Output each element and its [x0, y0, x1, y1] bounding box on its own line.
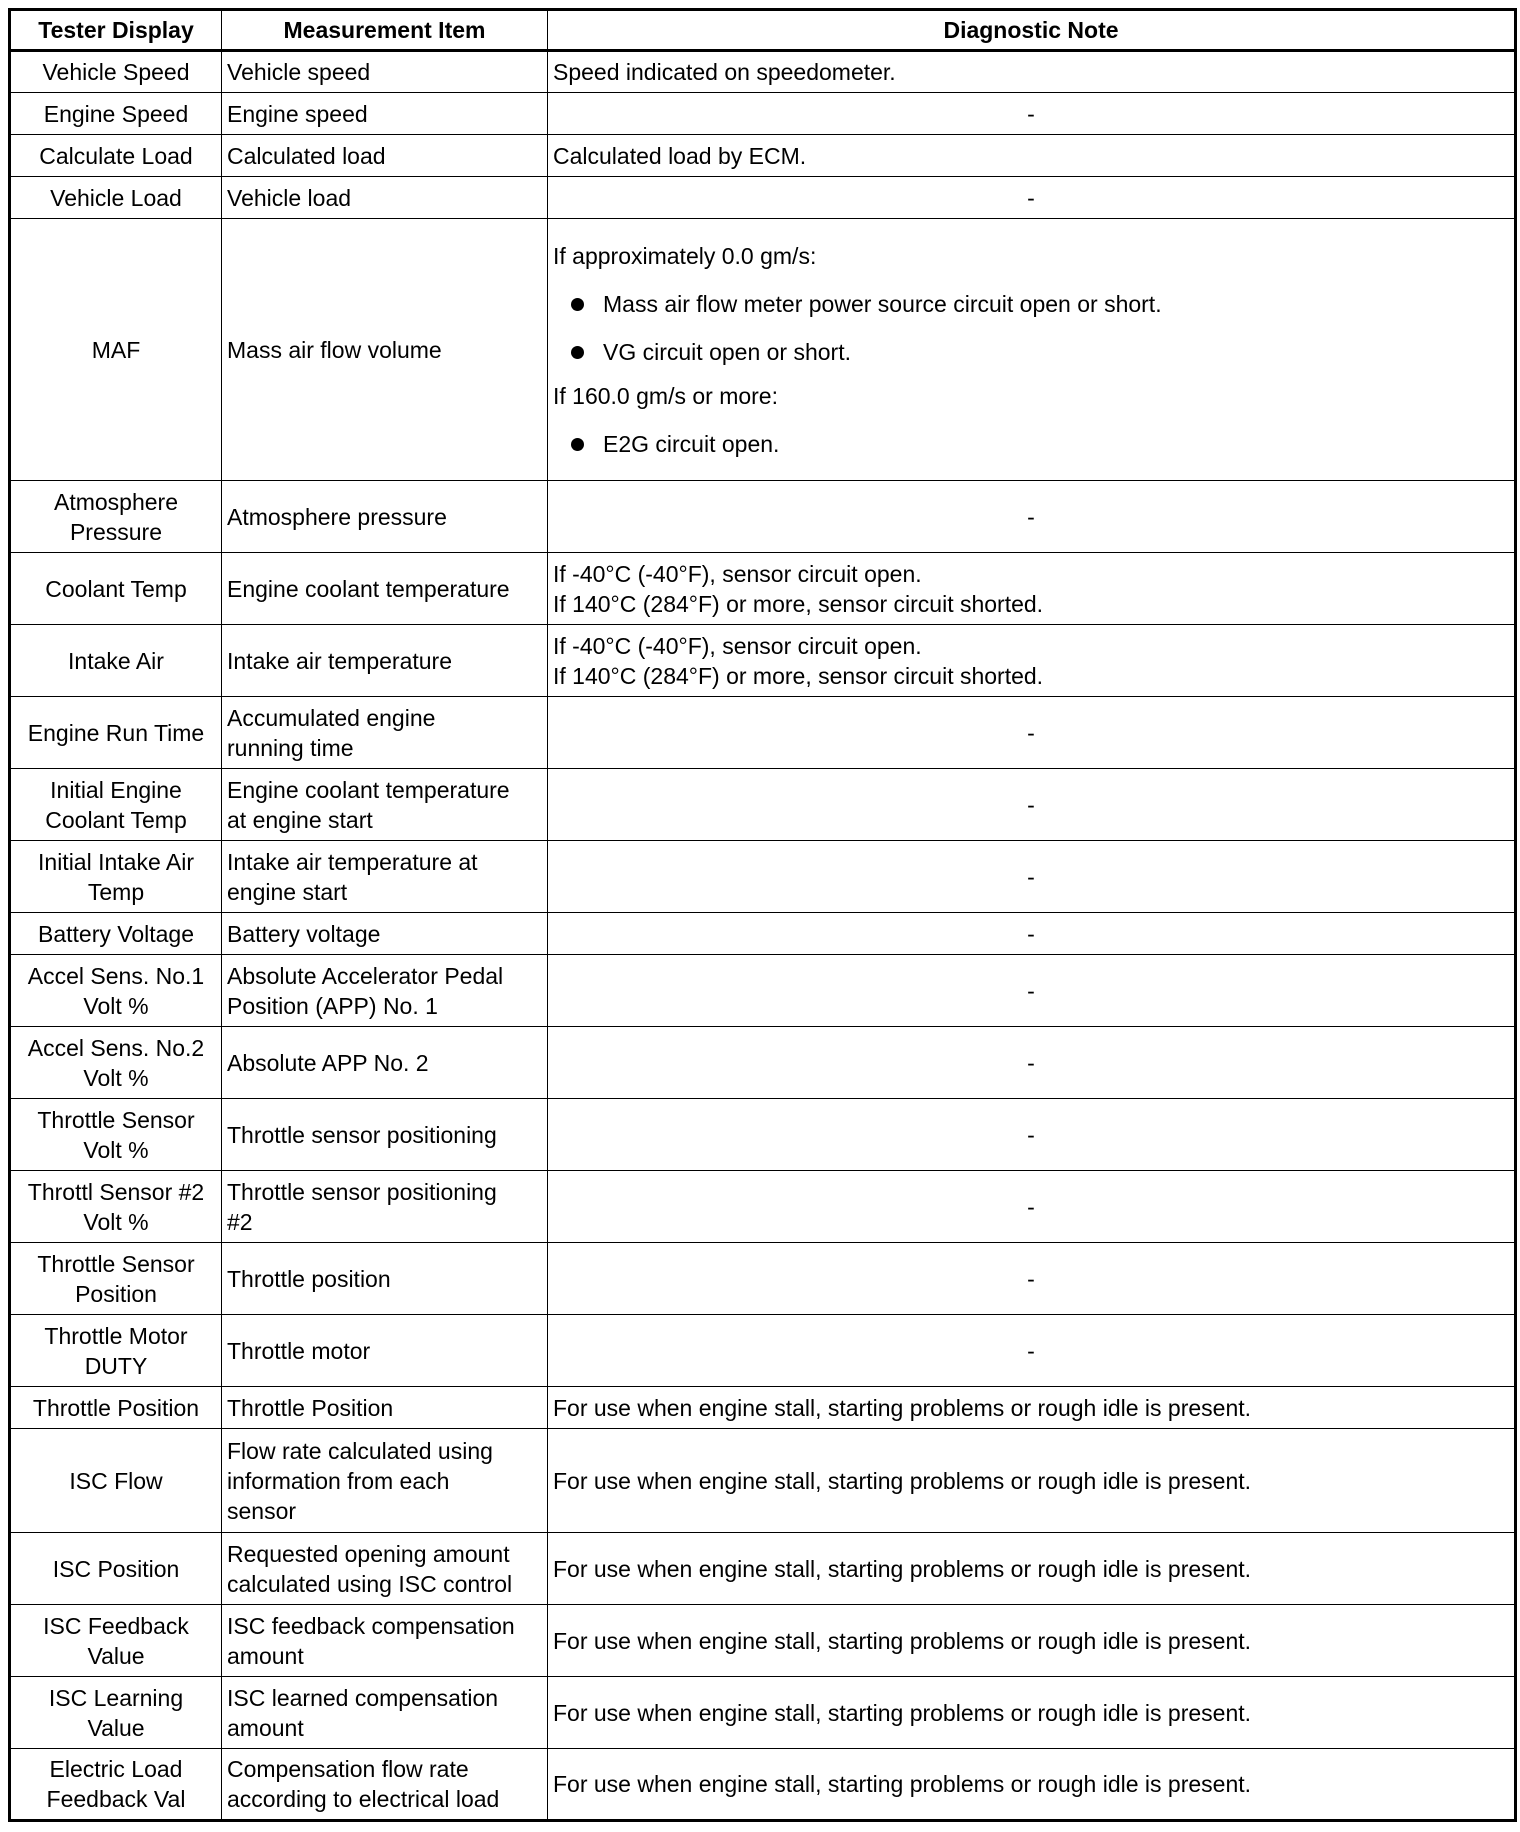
list-item — [553, 289, 1509, 319]
diagnostic-note-cell — [548, 1387, 1516, 1429]
measurement-item-text: at engine start — [227, 806, 373, 833]
tester-display-text: Engine Speed — [43, 100, 189, 127]
table-row — [10, 769, 1516, 841]
note-dash: - — [1027, 1049, 1035, 1076]
measurement-item-text: Absolute Accelerator Pedal — [227, 962, 504, 989]
bullet-dot-icon — [571, 346, 584, 359]
measurement-item-text: Atmosphere pressure — [227, 503, 447, 530]
tester-display-text: Value — [87, 1642, 145, 1669]
tester-display-text: Volt % — [83, 1208, 149, 1235]
measurement-item-text: Throttle sensor positioning — [227, 1178, 497, 1205]
measurement-item-text: Accumulated engine — [227, 704, 436, 731]
measurement-item-text: Battery voltage — [227, 920, 381, 947]
note-dash: - — [1027, 1193, 1035, 1220]
diagnostic-note-text: For use when engine stall, starting problems or rough idle is present. — [553, 1627, 1252, 1654]
diagnostic-note-cell — [548, 93, 1516, 135]
note-dash: - — [1027, 100, 1035, 127]
table-row — [10, 1171, 1516, 1243]
diagnostic-note-cell — [548, 769, 1516, 841]
diagnostic-note-text: Speed indicated on speedometer. — [553, 59, 896, 85]
diagnostic-note-cell — [548, 697, 1516, 769]
measurement-item-text: Vehicle load — [227, 184, 352, 211]
measurement-item-cell — [222, 1387, 548, 1429]
tester-display-cell — [10, 135, 222, 177]
measurement-item-cell — [222, 841, 548, 913]
measurement-item-text: #2 — [227, 1208, 253, 1235]
table-row — [10, 1315, 1516, 1387]
note-dash: - — [1027, 184, 1035, 211]
tester-display-cell — [10, 1429, 222, 1533]
diagnostic-note-cell — [548, 1533, 1516, 1605]
note-bullet-list — [553, 289, 1509, 367]
diagnostic-note-text: For use when engine stall, starting problems or rough idle is present. — [553, 1467, 1252, 1494]
note-dash: - — [1027, 920, 1035, 947]
note-bullet-list — [553, 429, 1509, 459]
tester-display-cell — [10, 1605, 222, 1677]
tester-display-text: Engine Run Time — [27, 719, 205, 746]
measurement-item-text: Position (APP) No. 1 — [227, 992, 438, 1019]
tester-display-cell — [10, 841, 222, 913]
note-dash: - — [1027, 1121, 1035, 1148]
table-row — [10, 1099, 1516, 1171]
tester-display-text: ISC Flow — [69, 1467, 163, 1494]
table-row — [10, 219, 1516, 481]
table-row — [10, 1429, 1516, 1533]
tester-display-text: Volt % — [83, 992, 149, 1019]
table-row — [10, 481, 1516, 553]
diagnostic-note-cell — [548, 219, 1516, 481]
measurement-item-text: Throttle sensor positioning — [227, 1121, 497, 1148]
note-dash: - — [1027, 791, 1035, 818]
diagnostic-note-cell — [548, 135, 1516, 177]
note-bullet-text: Mass air flow meter power source circuit open or short. — [603, 290, 1162, 317]
measurement-item-text: Engine coolant temperature — [227, 776, 510, 803]
tester-display-cell — [10, 1027, 222, 1099]
diagnostic-note-cell — [548, 481, 1516, 553]
tester-display-text: DUTY — [84, 1352, 148, 1379]
tester-display-cell — [10, 51, 222, 93]
measurement-item-text: amount — [227, 1642, 304, 1669]
tester-display-text: ISC Feedback — [43, 1612, 189, 1639]
tester-display-cell — [10, 177, 222, 219]
measurement-item-text: ISC learned compensation — [227, 1684, 499, 1711]
measurement-item-text: calculated using ISC control — [227, 1570, 513, 1597]
tester-display-text: Coolant Temp — [45, 806, 187, 833]
measurement-item-cell — [222, 135, 548, 177]
bullet-dot-icon — [571, 438, 584, 451]
table-row — [10, 1243, 1516, 1315]
tester-display-text: Throttle Sensor — [37, 1250, 195, 1277]
table-row — [10, 697, 1516, 769]
diagnostic-note-cell — [548, 51, 1516, 93]
list-item — [553, 337, 1509, 367]
measurement-item-cell — [222, 625, 548, 697]
diagnostic-note-cell — [548, 1749, 1516, 1821]
measurement-item-cell — [222, 51, 548, 93]
tester-display-text: Initial Intake Air — [38, 848, 194, 875]
measurement-item-cell — [222, 1171, 548, 1243]
diagnostic-note-cell — [548, 1429, 1516, 1533]
measurement-item-text: Requested opening amount — [227, 1540, 510, 1567]
header-tester-display: Tester Display — [10, 10, 222, 51]
diagnostic-note-text: Calculated load by ECM. — [553, 142, 807, 169]
measurement-item-cell — [222, 1099, 548, 1171]
tester-display-cell — [10, 1243, 222, 1315]
diagnostic-note-cell — [548, 1099, 1516, 1171]
tester-display-text: Atmosphere — [53, 488, 178, 515]
table-row — [10, 1027, 1516, 1099]
table-row — [10, 1533, 1516, 1605]
table-row — [10, 135, 1516, 177]
note-dash: - — [1027, 503, 1035, 530]
diagnostic-note-cell — [548, 1315, 1516, 1387]
diagnostic-data-table — [8, 8, 1517, 1822]
tester-display-text: ISC Position — [52, 1555, 180, 1582]
table-row — [10, 51, 1516, 93]
diagnostic-note-cell — [548, 1027, 1516, 1099]
diagnostic-note-text: If -40°C (-40°F), sensor circuit open. — [553, 632, 922, 659]
tester-display-cell — [10, 625, 222, 697]
measurement-item-text: Intake air temperature — [227, 647, 453, 674]
tester-display-text: ISC Learning — [48, 1684, 184, 1711]
table-row — [10, 1677, 1516, 1749]
note-intro: If 160.0 gm/s or more: — [553, 382, 778, 409]
measurement-item-text: Engine speed — [227, 100, 368, 127]
measurement-item-text: running time — [227, 734, 354, 761]
diagnostic-note-cell — [548, 1243, 1516, 1315]
measurement-item-cell — [222, 1243, 548, 1315]
measurement-item-text: Engine coolant temperature — [227, 575, 510, 602]
tester-display-text: Vehicle Load — [50, 184, 182, 211]
measurement-item-text: information from each — [227, 1467, 450, 1494]
measurement-item-text: ISC feedback compensation — [227, 1612, 515, 1639]
tester-display-cell — [10, 1315, 222, 1387]
note-dash: - — [1027, 1337, 1035, 1364]
tester-display-text: Initial Engine — [50, 776, 182, 803]
tester-display-cell — [10, 697, 222, 769]
tester-display-cell — [10, 1533, 222, 1605]
measurement-item-cell — [222, 1677, 548, 1749]
measurement-item-cell — [222, 481, 548, 553]
tester-display-text: Feedback Val — [46, 1786, 186, 1812]
measurement-item-cell — [222, 553, 548, 625]
tester-display-cell — [10, 93, 222, 135]
tester-display-text: Volt % — [83, 1064, 149, 1091]
table-row — [10, 93, 1516, 135]
measurement-item-cell — [222, 1027, 548, 1099]
measurement-item-cell — [222, 219, 548, 481]
tester-display-cell — [10, 1749, 222, 1821]
measurement-item-text: Calculated load — [227, 142, 386, 169]
measurement-item-cell — [222, 697, 548, 769]
table-row — [10, 177, 1516, 219]
diagnostic-note-text: If 140°C (284°F) or more, sensor circuit shorted. — [553, 662, 1044, 689]
measurement-item-text: Throttle motor — [227, 1337, 371, 1364]
table-row — [10, 913, 1516, 955]
tester-display-text: Calculate Load — [39, 142, 193, 169]
measurement-item-text: Vehicle speed — [227, 59, 371, 85]
diagnostic-note-cell — [548, 553, 1516, 625]
measurement-item-text: Flow rate calculated using — [227, 1437, 493, 1464]
tester-display-cell — [10, 1387, 222, 1429]
tester-display-text: Electric Load — [49, 1756, 183, 1782]
note-intro: If approximately 0.0 gm/s: — [553, 242, 817, 269]
diagnostic-note-cell — [548, 955, 1516, 1027]
measurement-item-text: amount — [227, 1714, 304, 1741]
diagnostic-note-text: For use when engine stall, starting problems or rough idle is present. — [553, 1394, 1252, 1421]
table-header-row — [10, 10, 1516, 51]
tester-display-text: Intake Air — [68, 647, 164, 674]
tester-display-text: Position — [75, 1280, 157, 1307]
header-diagnostic-note: Diagnostic Note — [548, 10, 1516, 51]
diagnostic-note-cell — [548, 1605, 1516, 1677]
tester-display-text: Pressure — [69, 518, 163, 545]
diagnostic-note-text: If -40°C (-40°F), sensor circuit open. — [553, 560, 922, 587]
table-row — [10, 625, 1516, 697]
measurement-item-text: Intake air temperature at — [227, 848, 478, 875]
measurement-item-text: Absolute APP No. 2 — [227, 1049, 429, 1076]
tester-display-cell — [10, 219, 222, 481]
measurement-item-cell — [222, 1533, 548, 1605]
measurement-item-text: engine start — [227, 878, 348, 905]
tester-display-text: Volt % — [83, 1136, 149, 1163]
tester-display-text: Coolant Temp — [45, 575, 187, 602]
tester-display-cell — [10, 1099, 222, 1171]
tester-display-text: Accel Sens. No.2 — [27, 1034, 205, 1061]
note-dash: - — [1027, 719, 1035, 746]
measurement-item-cell — [222, 1429, 548, 1533]
tester-display-cell — [10, 1171, 222, 1243]
measurement-item-cell — [222, 769, 548, 841]
note-bullet-text: E2G circuit open. — [603, 430, 780, 457]
measurement-item-text: Throttle Position — [227, 1394, 394, 1421]
note-dash: - — [1027, 1265, 1035, 1292]
diagnostic-note-text: For use when engine stall, starting problems or rough idle is present. — [553, 1699, 1252, 1726]
table-row — [10, 1749, 1516, 1821]
tester-display-cell — [10, 1677, 222, 1749]
measurement-item-cell — [222, 93, 548, 135]
diagnostic-note-cell — [548, 913, 1516, 955]
note-dash: - — [1027, 977, 1035, 1004]
tester-display-text: Throttle Position — [32, 1394, 200, 1421]
tester-display-cell — [10, 955, 222, 1027]
diagnostic-note-cell — [548, 625, 1516, 697]
diagnostic-note-text: For use when engine stall, starting problems or rough idle is present. — [553, 1771, 1252, 1797]
tester-display-cell — [10, 553, 222, 625]
measurement-item-text: Mass air flow volume — [227, 336, 442, 363]
note-bullet-text: VG circuit open or short. — [603, 338, 851, 365]
tester-display-text: Throttl Sensor #2 — [27, 1178, 205, 1205]
measurement-item-cell — [222, 955, 548, 1027]
bullet-dot-icon — [571, 298, 584, 311]
tester-display-text: MAF — [91, 336, 141, 363]
measurement-item-text: Throttle position — [227, 1265, 391, 1292]
tester-display-text: Value — [87, 1714, 145, 1741]
tester-display-text: Accel Sens. No.1 — [27, 962, 205, 989]
tester-display-text: Temp — [87, 878, 145, 905]
table-row — [10, 955, 1516, 1027]
tester-display-text: Throttle Motor — [44, 1322, 188, 1349]
table-row — [10, 1387, 1516, 1429]
tester-display-text: Battery Voltage — [38, 920, 194, 947]
measurement-item-text: sensor — [227, 1497, 297, 1524]
list-item — [553, 429, 1509, 459]
table-body — [10, 51, 1516, 1821]
table-row — [10, 841, 1516, 913]
header-measurement-item: Measurement Item — [222, 10, 548, 51]
diagnostic-note-text: For use when engine stall, starting problems or rough idle is present. — [553, 1555, 1252, 1582]
table-row — [10, 1605, 1516, 1677]
tester-display-text: Vehicle Speed — [42, 59, 190, 85]
diagnostic-note-text: If 140°C (284°F) or more, sensor circuit shorted. — [553, 590, 1044, 617]
measurement-item-text: Compensation flow rate — [227, 1756, 469, 1782]
note-dash: - — [1027, 863, 1035, 890]
measurement-item-cell — [222, 1749, 548, 1821]
measurement-item-cell — [222, 177, 548, 219]
tester-display-cell — [10, 769, 222, 841]
diagnostic-note-cell — [548, 1171, 1516, 1243]
tester-display-cell — [10, 481, 222, 553]
measurement-item-text: according to electrical load — [227, 1786, 500, 1812]
diagnostic-note-cell — [548, 841, 1516, 913]
measurement-item-cell — [222, 1605, 548, 1677]
measurement-item-cell — [222, 1315, 548, 1387]
table-row — [10, 553, 1516, 625]
tester-display-cell — [10, 913, 222, 955]
measurement-item-cell — [222, 913, 548, 955]
diagnostic-note-cell — [548, 177, 1516, 219]
tester-display-text: Throttle Sensor — [37, 1106, 195, 1133]
diagnostic-note-cell — [548, 1677, 1516, 1749]
